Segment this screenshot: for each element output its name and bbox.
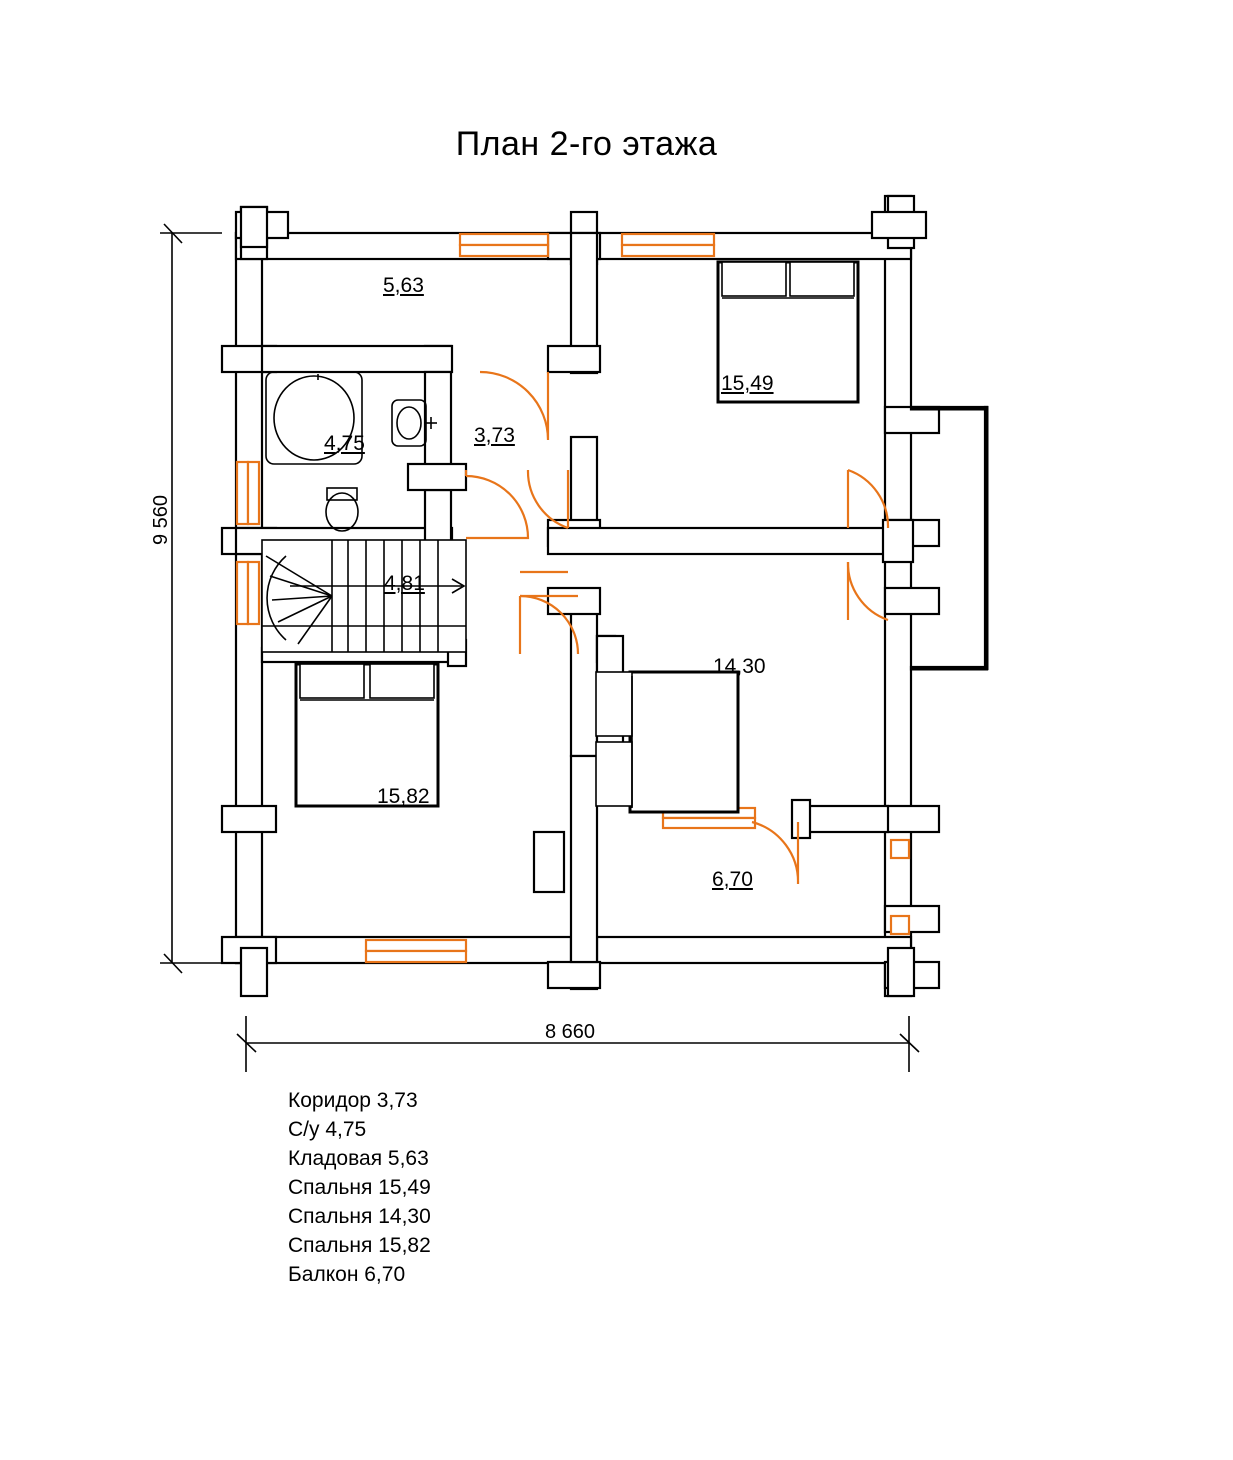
legend-item-bedroom-1: Спальня 15,49 [288, 1176, 431, 1199]
legend-item-bathroom: С/у 4,75 [288, 1118, 367, 1141]
post-upper [891, 840, 909, 858]
legend-item-bedroom-3: Спальня 15,82 [288, 1234, 431, 1257]
window-top-right [622, 234, 714, 245]
window-left-lower [237, 562, 248, 624]
room-area-stairs: 4,81 [384, 572, 425, 595]
post-lower [891, 916, 909, 934]
room-area-balcony: 6,70 [712, 868, 753, 891]
room-area-bathroom: 4,75 [324, 432, 365, 455]
legend-item-corridor: Коридор 3,73 [288, 1089, 418, 1112]
room-area-bedroom-west: 15,82 [377, 785, 430, 808]
room-area-bedroom-east: 14,30 [713, 655, 766, 678]
legend [288, 1086, 431, 1289]
stairs [262, 540, 466, 652]
dimension-width-label: 8 660 [545, 1021, 596, 1043]
legend-item-bedroom-2: Спальня 14,30 [288, 1205, 431, 1228]
dimension-height-label: 9 560 [150, 494, 172, 545]
window-top-left [460, 234, 548, 245]
room-area-corridor: 3,73 [474, 424, 515, 447]
door-bathroom [466, 470, 528, 538]
bed-east [596, 672, 738, 812]
legend-item-balcony: Балкон 6,70 [288, 1263, 406, 1286]
room-area-storage: 5,63 [383, 274, 424, 297]
window-left-upper [237, 462, 248, 524]
page-title-text: План 2-го этажа [455, 125, 718, 163]
door-bedroom-east [848, 562, 888, 620]
room-area-bedroom-north: 15,49 [721, 372, 774, 395]
legend-item-storage: Кладовая 5,63 [288, 1147, 429, 1170]
window-bottom [366, 940, 466, 951]
